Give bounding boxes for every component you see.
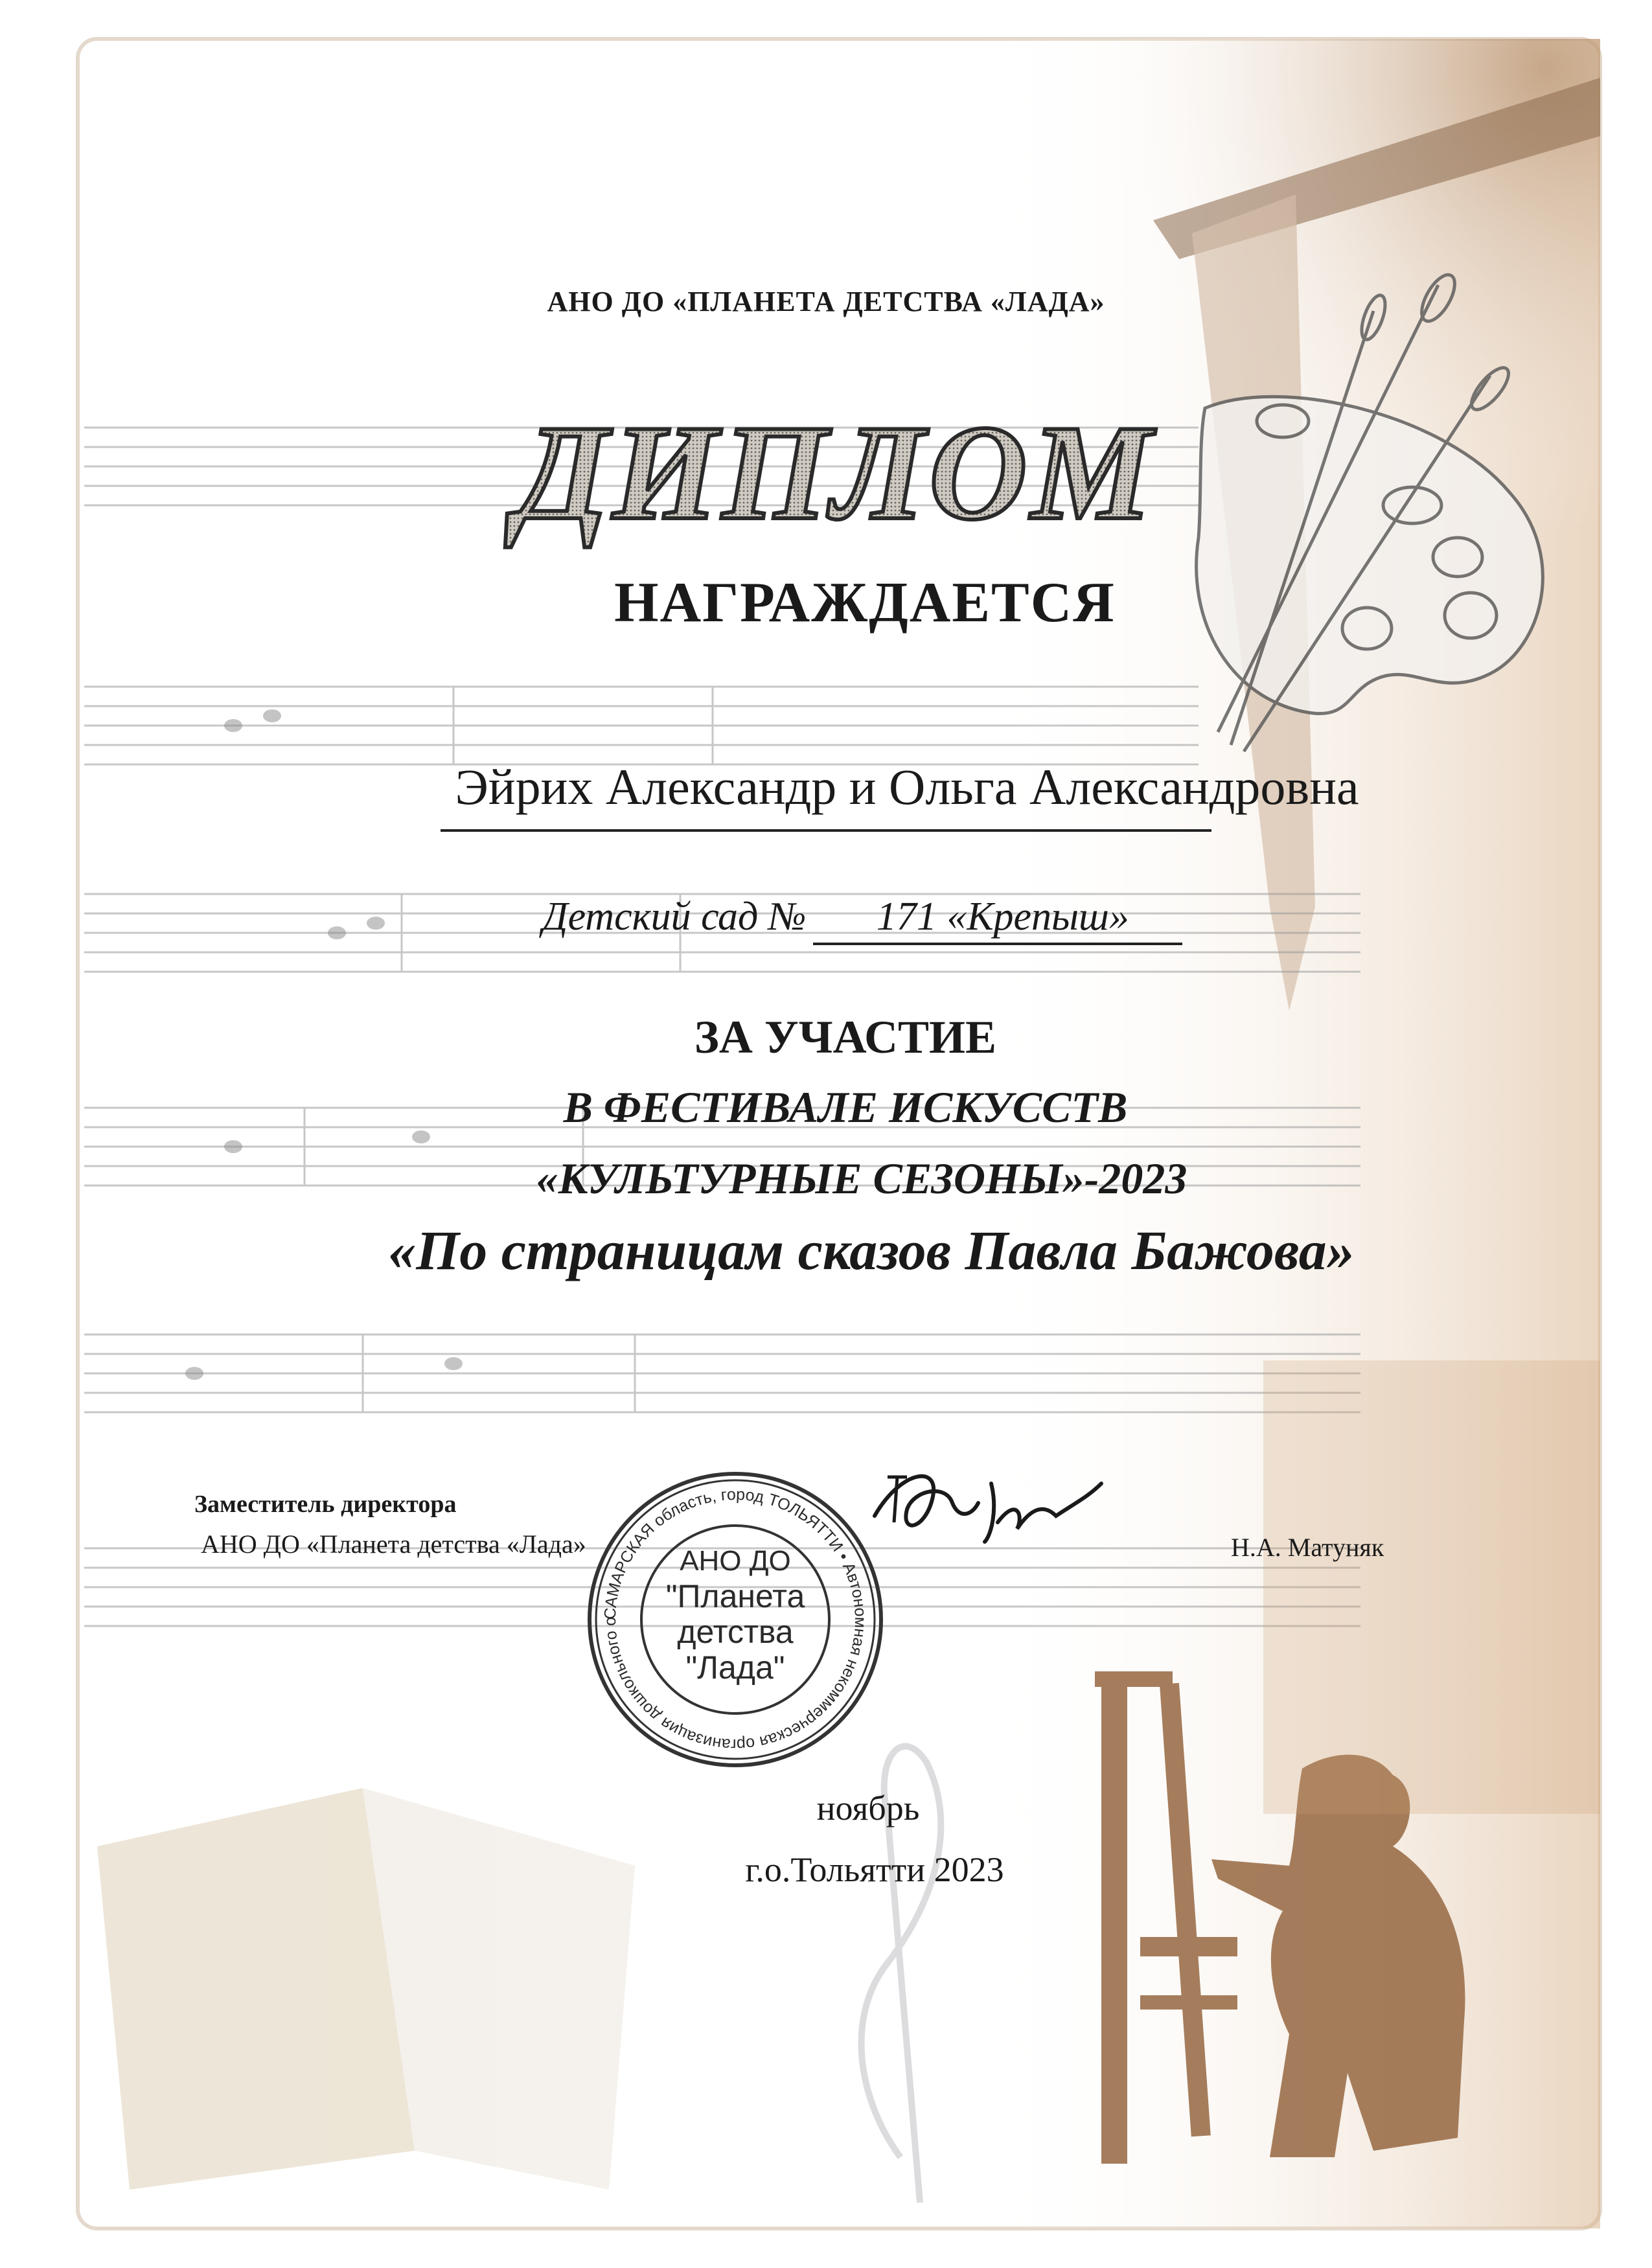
date-place-year: г.о.Тольятти 2023 xyxy=(745,1850,1004,1889)
institution-prefix: Детский сад № xyxy=(542,895,807,939)
svg-text:ДИПЛОМ: ДИПЛОМ xyxy=(515,398,1156,548)
signer-name: Н.А. Матуняк xyxy=(1231,1533,1384,1562)
sheet-book xyxy=(97,1788,635,2190)
awarded-label: НАГРАЖДАЕТСЯ xyxy=(614,571,1116,634)
reason-line-4: «По страницам сказов Павла Бажова» xyxy=(388,1219,1355,1281)
handwritten-signature xyxy=(862,1458,1108,1561)
organization-header: АНО ДО «ПЛАНЕТА ДЕТСТВА «ЛАДА» xyxy=(547,286,1105,317)
seal-center-line-4: "Лада" xyxy=(685,1649,785,1686)
seal-center-line-1: АНО ДО xyxy=(680,1545,791,1577)
signer-position-line-1: Заместитель директора xyxy=(194,1491,457,1518)
recipient-name: Эйрих Александр и Ольга Александровна xyxy=(455,759,1359,815)
organization-seal xyxy=(583,1467,888,1772)
reason-line-1: ЗА УЧАСТИЕ xyxy=(694,1011,997,1063)
institution-underline xyxy=(813,943,1182,945)
reason-line-2: В ФЕСТИВАЛЕ ИСКУССТВ xyxy=(563,1082,1128,1132)
date-month: ноябрь xyxy=(816,1789,920,1827)
seal-center-line-2: "Планета xyxy=(665,1578,805,1614)
svg-text:САМАРСКАЯ область, город ТОЛЬЯ: САМАРСКАЯ область, город ТОЛЬЯТТИ • Автономная некоммерческая организация дошкольного о xyxy=(601,1485,870,1754)
institution-line xyxy=(0,894,1652,940)
diploma-title xyxy=(466,389,1205,557)
seal-center-line-3: детства xyxy=(677,1614,794,1650)
reason-line-3: «КУЛЬТУРНЫЕ СЕЗОНЫ»-2023 xyxy=(536,1154,1187,1203)
institution-value: 171 «Крепыш» xyxy=(876,895,1129,939)
recipient-underline xyxy=(441,829,1211,832)
signer-position-line-2: АНО ДО «Планета детства «Лада» xyxy=(201,1529,586,1559)
